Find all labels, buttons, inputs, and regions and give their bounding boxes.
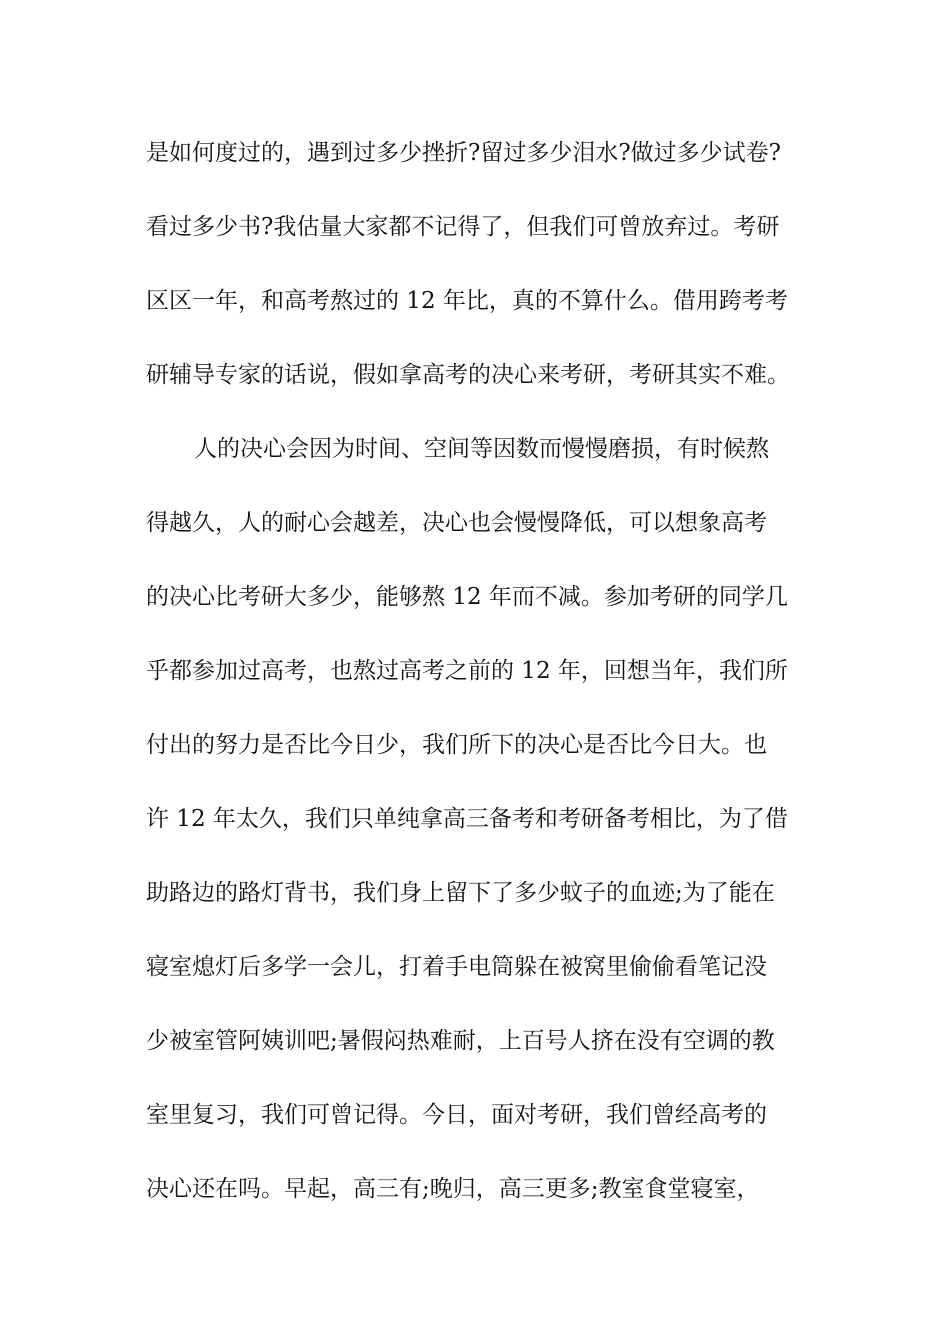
text-line: 得越久，人的耐心会越差，决心也会慢慢降低，可以想象高考 (146, 510, 767, 536)
text-line: 少被室管阿姨训吧;暑假闷热难耐，上百号人挤在没有空调的教 (146, 1028, 775, 1054)
text-line: 许 12 年太久，我们只单纯拿高三备考和考研备考相比，为了借 (146, 806, 788, 832)
text-line: 寝室熄灯后多学一会儿，打着手电筒躲在被窝里偷偷看笔记没 (146, 954, 767, 980)
body-text (146, 124, 816, 1218)
text-line: 乎都参加过高考，也熬过高考之前的 12 年，回想当年，我们所 (146, 658, 788, 684)
text-line: 室里复习，我们可曾记得。今日，面对考研，我们曾经高考的 (146, 1102, 767, 1128)
text-line: 研辅导专家的话说，假如拿高考的决心来考研，考研其实不难。 (146, 362, 790, 388)
text-line: 是如何度过的，遇到过多少挫折?留过多少泪水?做过多少试卷? (146, 140, 781, 166)
text-line: 区区一年，和高考熬过的 12 年比，真的不算什么。借用跨考考 (146, 288, 788, 314)
text-line: 的决心比考研大多少，能够熬 12 年而不减。参加考研的同学几 (146, 584, 788, 610)
text-line: 付出的努力是否比今日少，我们所下的决心是否比今日大。也 (146, 732, 767, 758)
text-line: 决心还在吗。早起，高三有;晚归，高三更多;教室食堂寝室， (146, 1176, 760, 1202)
text-line: 助路边的路灯背书，我们身上留下了多少蚊子的血迹;为了能在 (146, 880, 775, 906)
text-line: 看过多少书?我估量大家都不记得了，但我们可曾放弃过。考研 (146, 214, 780, 240)
paragraph-start-line: 人的决心会因为时间、空间等因数而慢慢磨损，有时候熬 (194, 436, 769, 462)
